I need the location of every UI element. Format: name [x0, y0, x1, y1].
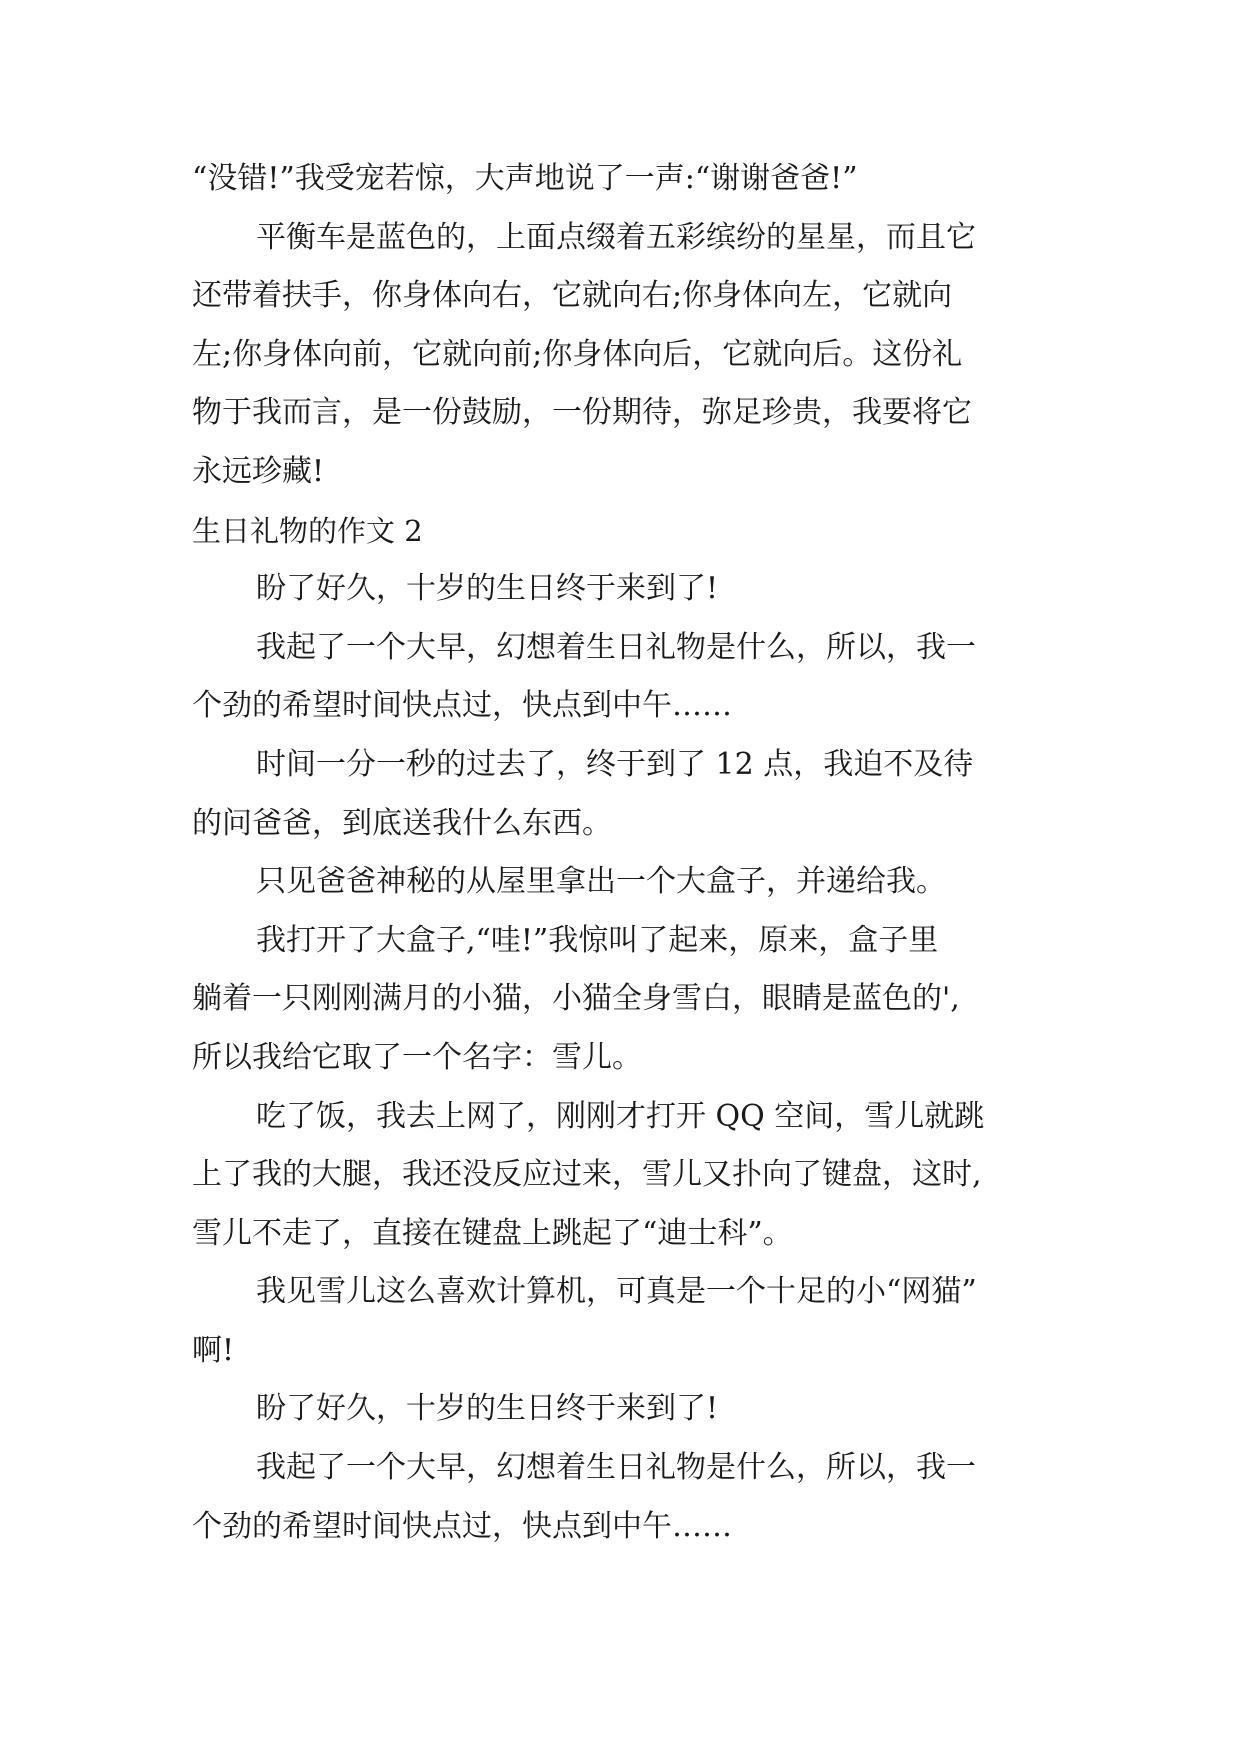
text-line: 雪儿不走了，直接在键盘上跳起了“迪士科”。: [192, 1215, 793, 1251]
text-line: 躺着一只刚刚满月的小猫，小猫全身雪白，眼睛是蓝色的',: [192, 981, 960, 1017]
text-line: 还带着扶手，你身体向右，它就向右;你身体向左，它就向: [192, 278, 953, 314]
text-line: 时间一分一秒的过去了，终于到了 12 点，我迫不及待: [256, 746, 974, 782]
text-line: 我见雪儿这么喜欢计算机，可真是一个十足的小“网猫”: [256, 1274, 977, 1310]
text-line: 永远珍藏!: [192, 453, 325, 489]
text-line: 所以我给它取了一个名字：雪儿。: [192, 1039, 642, 1075]
text-line: 吃了饭，我去上网了，刚刚才打开 QQ 空间，雪儿就跳: [256, 1098, 985, 1134]
text-line: “没错!”我受宠若惊，大声地说了一声:“谢谢爸爸!”: [192, 161, 858, 196]
text-line: 个劲的希望时间快点过，快点到中午……: [192, 688, 732, 724]
text-line: 盼了好久，十岁的生日终于来到了!: [256, 1391, 719, 1427]
text-line: 我起了一个大早，幻想着生日礼物是什么，所以，我一: [256, 1450, 976, 1486]
document-page: [192, 150, 1054, 1556]
text-line: 左;你身体向前，它就向前;你身体向后，它就向后。这份礼: [192, 336, 963, 372]
text-line: 平衡车是蓝色的，上面点缀着五彩缤纷的星星，而且它: [256, 219, 976, 255]
text-line: 盼了好久，十岁的生日终于来到了!: [256, 571, 719, 607]
text-line: 只见爸爸神秘的从屋里拿出一个大盒子，并递给我。: [256, 864, 946, 900]
text-line: 的问爸爸，到底送我什么东西。: [192, 805, 612, 841]
text-line: 个劲的希望时间快点过，快点到中午……: [192, 1508, 732, 1544]
text-line: 我打开了大盒子,“哇!”我惊叫了起来，原来，盒子里: [256, 922, 939, 958]
text-line: 啊!: [192, 1332, 235, 1368]
text-line: 物于我而言，是一份鼓励，一份期待，弥足珍贵，我要将它: [192, 395, 972, 431]
section-heading: 生日礼物的作文 2: [192, 513, 423, 548]
text-line: 我起了一个大早，幻想着生日礼物是什么，所以，我一: [256, 629, 976, 665]
text-line: 上了我的大腿，我还没反应过来，雪儿又扑向了键盘，这时,: [192, 1157, 982, 1193]
